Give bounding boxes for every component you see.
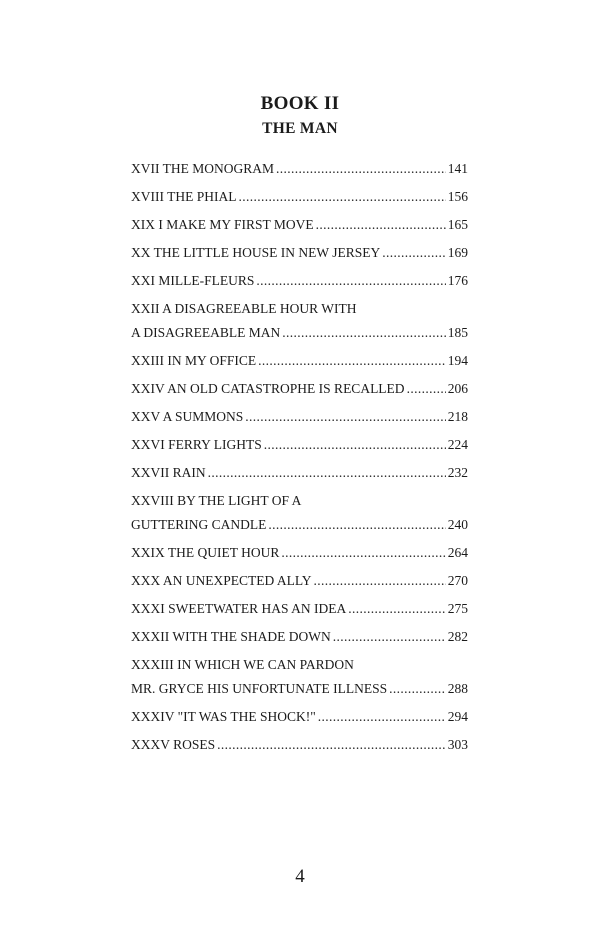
toc-entry [131, 185, 468, 209]
toc-entry-row [131, 733, 468, 757]
toc-entry-title: XXVI FERRY LIGHTS [131, 437, 262, 452]
toc-dot-leader [258, 349, 446, 373]
toc-dot-leader [314, 569, 446, 593]
toc-entry [131, 569, 468, 593]
toc-entry-row [131, 377, 468, 401]
book-title: BOOK II [260, 93, 340, 114]
toc-entry-row [131, 569, 468, 593]
toc-entry-title: XXIII IN MY OFFICE [131, 353, 257, 368]
toc-entry-page: 294 [447, 709, 468, 724]
book-subtitle: THE MAN [262, 120, 338, 137]
toc-entry-row [131, 513, 468, 537]
toc-entry-title: XXX AN UNEXPECTED ALLY [131, 573, 312, 588]
toc-dot-leader [245, 405, 445, 429]
toc-entry-page: 194 [447, 353, 468, 368]
toc-entry-page: 264 [447, 545, 468, 560]
toc-entry-title: A DISAGREEABLE MAN [131, 325, 281, 340]
toc-entry [131, 349, 468, 373]
toc-entry-row [131, 705, 468, 729]
toc-entry-page: 156 [447, 189, 468, 204]
toc-entry-page: 141 [447, 161, 468, 176]
toc-entry [131, 297, 468, 345]
toc-entry-page: 185 [447, 325, 468, 340]
toc-entry-page: 165 [447, 217, 468, 232]
toc-entry [131, 461, 468, 485]
toc-entry-row [131, 321, 468, 345]
toc-entry [131, 489, 468, 537]
toc-dot-leader [348, 597, 446, 621]
toc-entry-title: XXXI SWEETWATER HAS AN IDEA [131, 601, 347, 616]
toc-entry-title-line: XXII A DISAGREEABLE HOUR WITH [131, 301, 357, 316]
toc-entry [131, 705, 468, 729]
toc-entry [131, 433, 468, 457]
toc-entry-page: 224 [447, 437, 468, 452]
toc-entry [131, 377, 468, 401]
toc-entry-title-line: XXVIII BY THE LIGHT OF A [131, 493, 302, 508]
toc-entry-row [131, 625, 468, 649]
toc-entry [131, 541, 468, 565]
toc-dot-leader [264, 433, 446, 457]
toc-entry-page: 275 [447, 601, 468, 616]
toc-entry-title: XVII THE MONOGRAM [131, 161, 274, 176]
toc-entry [131, 597, 468, 621]
toc-dot-leader [282, 321, 445, 345]
toc-entry-title: XXIV AN OLD CATASTROPHE IS RECALLED [131, 381, 405, 396]
toc-entry-title-line: XXXIII IN WHICH WE CAN PARDON [131, 657, 354, 672]
toc-entry-page: 282 [447, 629, 468, 644]
toc-entry-title: MR. GRYCE HIS UNFORTUNATE ILLNESS [131, 681, 388, 696]
toc-entry-row [131, 185, 468, 209]
toc-entry [131, 653, 468, 701]
toc-entry-title: XX THE LITTLE HOUSE IN NEW JERSEY [131, 245, 381, 260]
toc-entry [131, 405, 468, 429]
toc-entry [131, 157, 468, 181]
toc-entry-row [131, 213, 468, 237]
toc-entry-page: 218 [447, 409, 468, 424]
toc-entry-title: XXV A SUMMONS [131, 409, 244, 424]
toc-entry-row [131, 597, 468, 621]
toc-entry-page: 206 [447, 381, 468, 396]
toc-entry-title: XXXII WITH THE SHADE DOWN [131, 629, 331, 644]
toc-dot-leader [281, 541, 445, 565]
toc-entry-row [131, 241, 468, 265]
toc-entry-title: XXI MILLE-FLEURS [131, 273, 255, 288]
toc-entry-title: XIX I MAKE MY FIRST MOVE [131, 217, 314, 232]
toc-entry-title: XXXIV "IT WAS THE SHOCK!" [131, 709, 316, 724]
toc-dot-leader [208, 461, 446, 485]
toc-dot-leader [407, 377, 446, 401]
table-of-contents [131, 157, 468, 761]
toc-dot-leader [256, 269, 445, 293]
toc-entry-row [131, 677, 468, 701]
toc-entry-page: 270 [447, 573, 468, 588]
toc-dot-leader [333, 625, 446, 649]
toc-dot-leader [217, 733, 446, 757]
toc-entry-row [131, 541, 468, 565]
toc-entry [131, 269, 468, 293]
toc-dot-leader [276, 157, 446, 181]
toc-entry-row [131, 433, 468, 457]
toc-entry-row [131, 405, 468, 429]
toc-dot-leader [389, 677, 446, 701]
page-number: 4 [295, 866, 305, 887]
toc-entry-page: 176 [447, 273, 468, 288]
toc-entry [131, 213, 468, 237]
toc-entry-row [131, 269, 468, 293]
toc-dot-leader [382, 241, 446, 265]
toc-entry-title: XXVII RAIN [131, 465, 206, 480]
toc-entry-title: GUTTERING CANDLE [131, 517, 267, 532]
toc-entry-row [131, 461, 468, 485]
toc-entry [131, 241, 468, 265]
toc-dot-leader [318, 705, 446, 729]
toc-entry-title: XXXV ROSES [131, 737, 216, 752]
toc-dot-leader [238, 185, 445, 209]
toc-entry-page: 303 [447, 737, 468, 752]
toc-entry [131, 625, 468, 649]
toc-entry-row [131, 349, 468, 373]
toc-entry-title: XXIX THE QUIET HOUR [131, 545, 280, 560]
toc-dot-leader [268, 513, 445, 537]
toc-entry-page: 232 [447, 465, 468, 480]
toc-dot-leader [316, 213, 446, 237]
toc-entry-title: XVIII THE PHIAL [131, 189, 237, 204]
toc-entry-row [131, 157, 468, 181]
toc-entry [131, 733, 468, 757]
toc-entry-page: 240 [447, 517, 468, 532]
toc-entry-page: 169 [447, 245, 468, 260]
toc-entry-page: 288 [447, 681, 468, 696]
